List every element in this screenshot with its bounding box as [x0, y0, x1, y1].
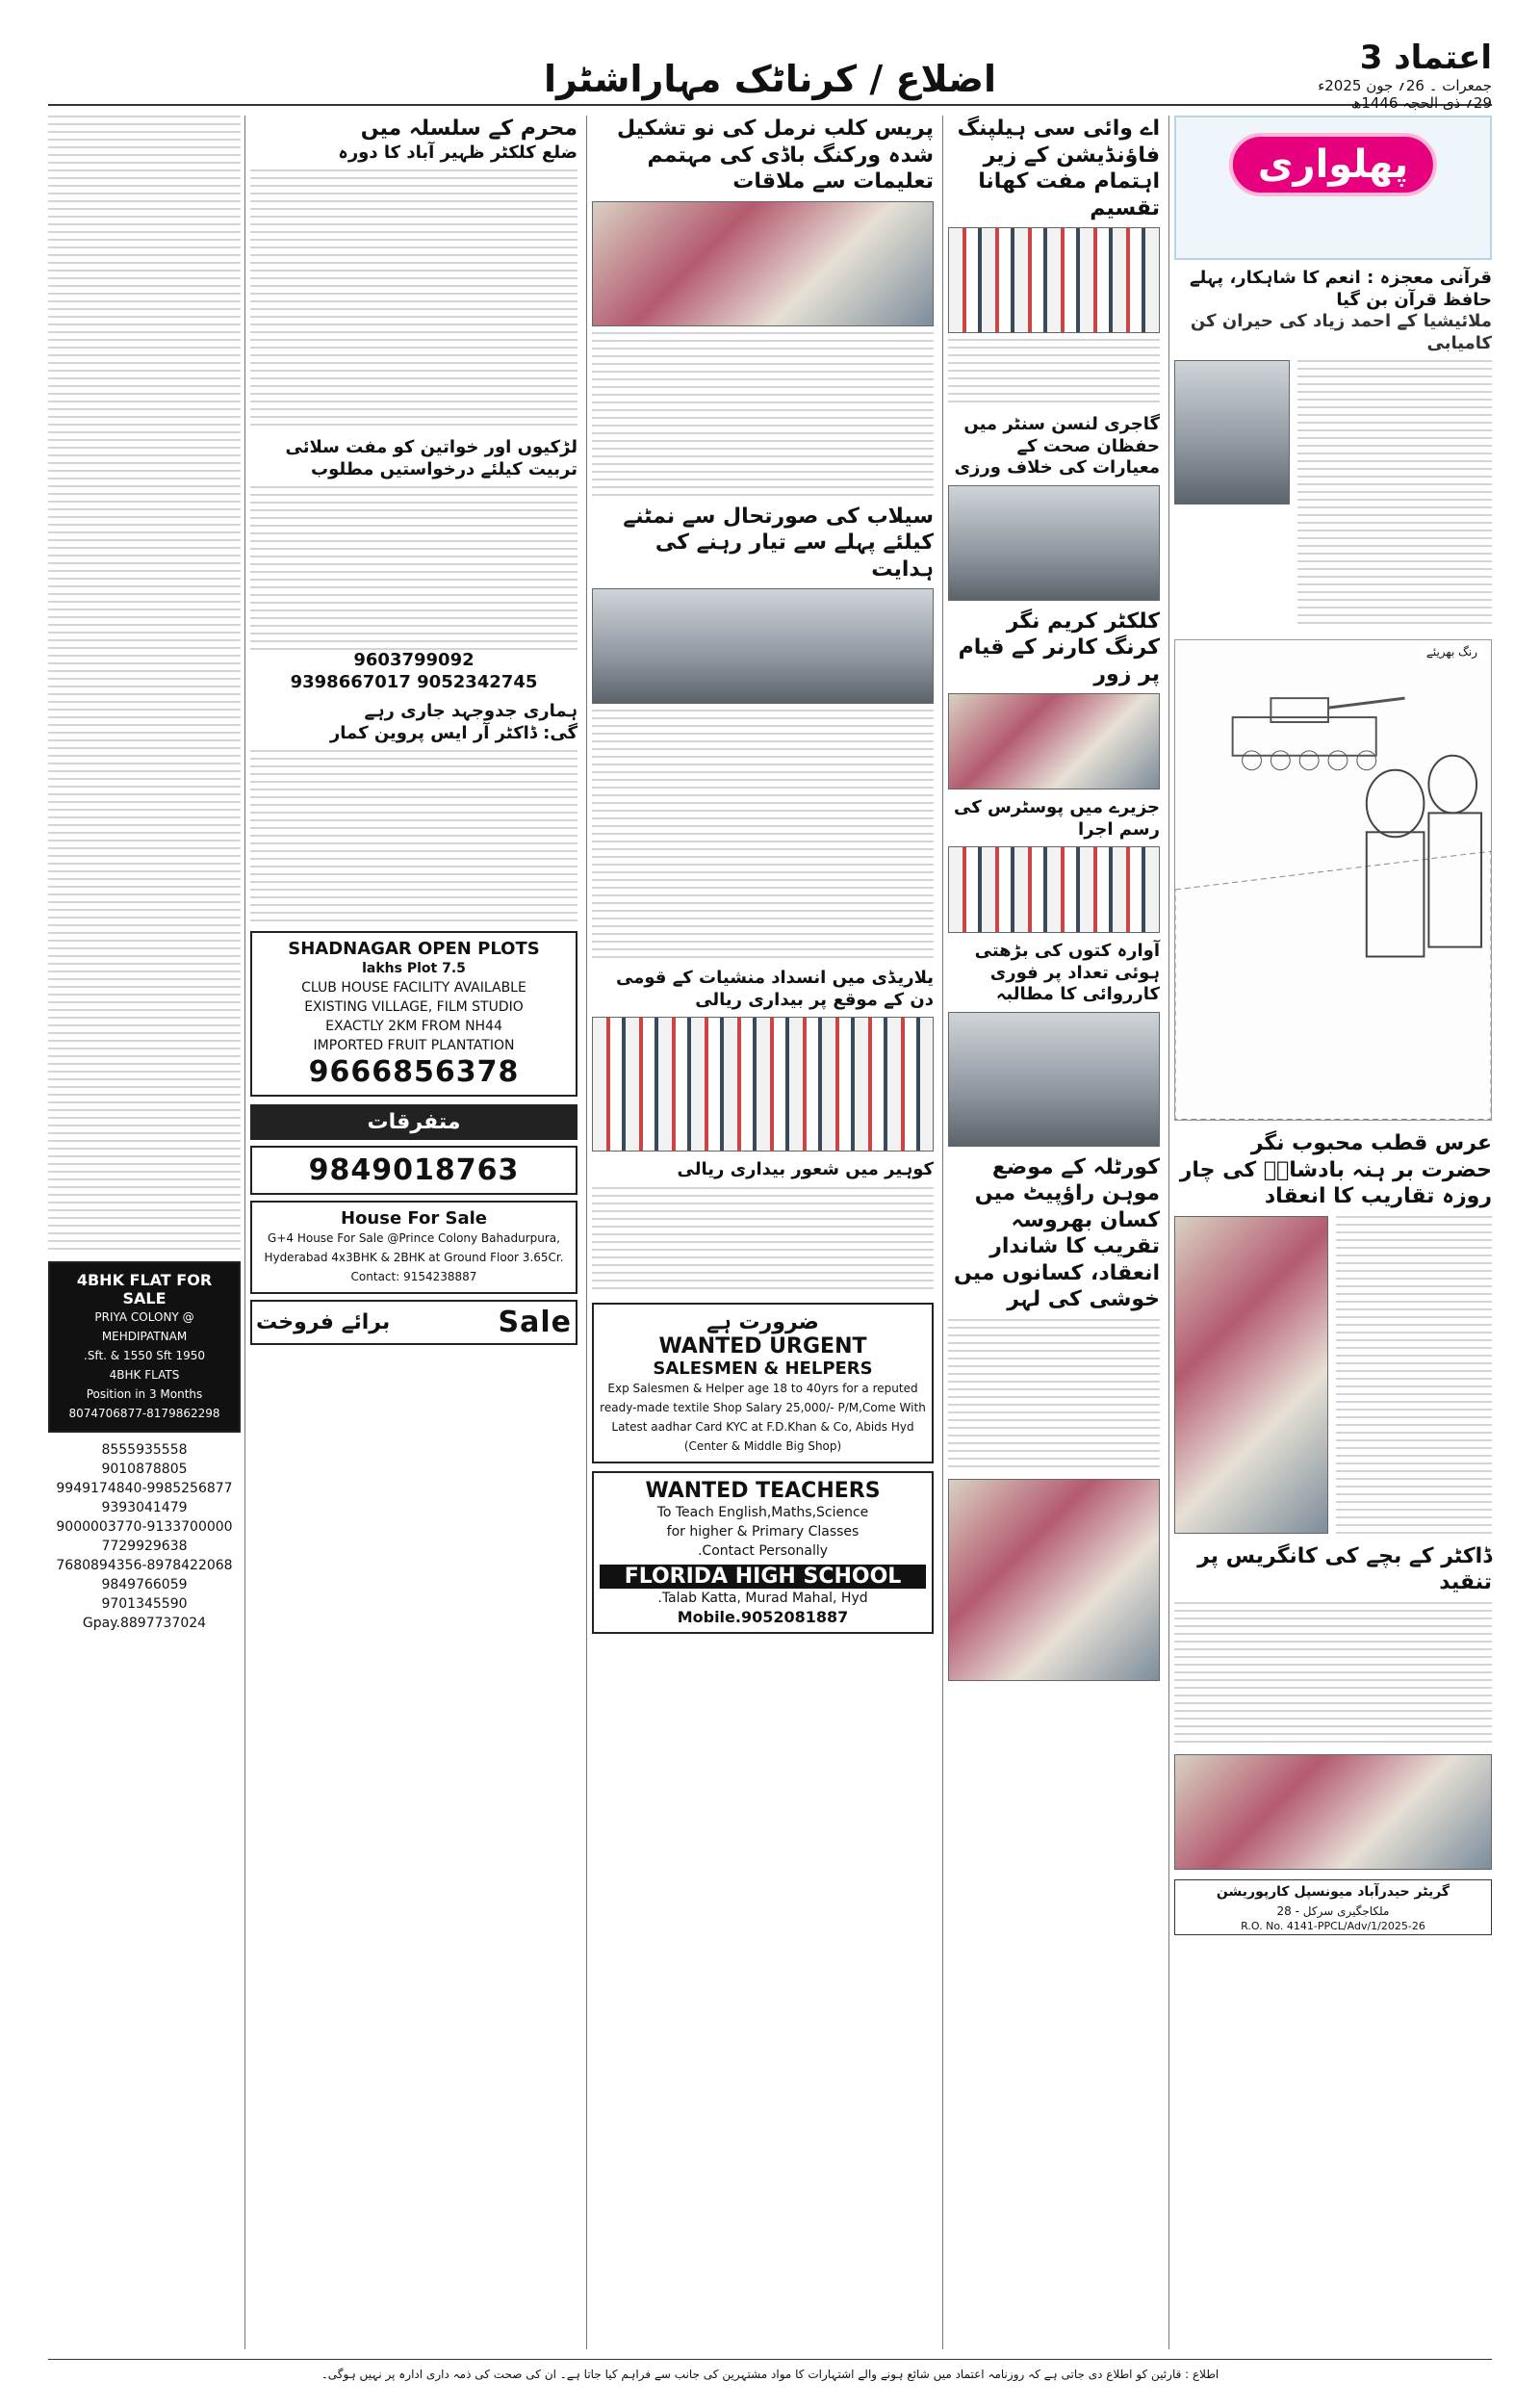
plots-line-2: EXISTING VILLAGE, FILM STUDIO	[304, 999, 524, 1015]
gpay: Gpay.8897737024	[82, 1616, 207, 1631]
collector-photo	[948, 693, 1160, 789]
headline-stitching-sub: تربیت کیلئے درخواستیں مطلوب	[311, 458, 578, 479]
phone-f: 9000003770-9133700000	[56, 1519, 233, 1535]
phone-e: 9393041479	[101, 1500, 188, 1515]
column-rule	[586, 116, 587, 2349]
headline-press-club: پریس کلب نرمل کی نو تشکیل شدہ ورکنگ باڈی کی مہتمم تعلیمات سے ملاقات	[616, 116, 934, 194]
headline-urs: عرس قطب محبوب نگر حضرت بر ہنہ بادشاہؒ کی چار روزہ تقاریب کا انعقاد	[1179, 1131, 1492, 1208]
headline-stitching: لڑکیوں اور خواتین کو مفت سلائی	[285, 437, 578, 457]
rally-photo	[592, 1017, 934, 1152]
sale-word: Sale	[498, 1306, 572, 1339]
flat-phone: 8074706877-8179862298	[68, 1407, 220, 1420]
coloring-sketch	[1174, 639, 1492, 1121]
headline-muharram: محرم کے سلسلہ میں	[360, 116, 578, 141]
soldiers-tank-drawing	[1175, 640, 1491, 1120]
plots-line-1: CLUB HOUSE FACILITY AVAILABLE	[301, 980, 526, 996]
school-name: FLORIDA HIGH SCHOOL	[600, 1565, 926, 1589]
dogs-photo	[948, 1012, 1160, 1147]
gh-mc-notice	[1174, 1879, 1492, 1936]
teachers-classes: for higher & Primary Classes	[666, 1523, 860, 1540]
headline-dogs: آوارہ کتوں کی بڑھتی ہوئی تعداد پر فوری کارروائی کا مطالبہ	[974, 941, 1160, 1004]
phone-1: 9603799092	[353, 650, 475, 670]
hijri-date: 29؍ ذی الحجہ 1446ھ	[1350, 94, 1492, 112]
headline-kohir: کوہیر میں شعور بیداری ریالی	[677, 1159, 934, 1179]
paper-name: اعتماد	[1394, 39, 1492, 77]
phone-a: 9849018763	[308, 1153, 520, 1187]
school-mobile: Mobile.9052081887	[677, 1607, 849, 1626]
phone-h: 7680894356-8978422068	[56, 1558, 233, 1573]
column-second	[948, 116, 1160, 2349]
notice-sub: ملکاجگیری سرکل - 28	[1276, 1904, 1390, 1918]
press-club-photo	[592, 201, 934, 326]
headline-quran: قرآنی معجزہ : انعم کا شاہکار، پہلے حافظ قرآن بن گیا	[1189, 268, 1492, 310]
house-ad	[250, 1201, 578, 1294]
headline-farmers: کورٹلہ کے موضع موہن راؤپیٹ میں کسان بھروسہ تقریب کا شاندار انعقاد، کسانوں میں خوشی کی لہر	[954, 1154, 1160, 1311]
headline-collector: کلکٹر کریم نگر کرنگ کارنر کے قیام پر زور	[958, 608, 1160, 686]
teachers-ad	[592, 1471, 934, 1634]
sale-urdu: برائے فروخت	[256, 1310, 391, 1334]
article-text	[592, 710, 934, 960]
article-text	[948, 1319, 1160, 1473]
child-photo	[1174, 360, 1290, 505]
posters-photo	[948, 846, 1160, 933]
teachers-title: WANTED TEACHERS	[645, 1478, 881, 1503]
flat-sizes: 1950 Sft. & 1550 Sft.	[83, 1349, 206, 1362]
article-text	[48, 116, 241, 1252]
column-rule	[244, 116, 245, 2349]
phone-i: 9849766059	[101, 1577, 188, 1592]
rishta-title: ضرورت ہے	[706, 1309, 819, 1334]
phone-b: 8555935558	[101, 1442, 188, 1458]
article-text	[592, 332, 934, 496]
classified-ad-a	[250, 1146, 578, 1195]
notice-title: گریٹر حیدرآباد میونسپل کارپوریشن	[1216, 1883, 1450, 1900]
teachers-contact: Contact Personally.	[697, 1542, 829, 1559]
plots-title: SHADNAGAR OPEN PLOTS	[288, 939, 540, 959]
masthead	[48, 39, 1492, 112]
column-far-right	[1174, 116, 1492, 2349]
sale-banner	[250, 1300, 578, 1345]
article-text	[250, 169, 578, 429]
column-fourth	[250, 116, 578, 2349]
footer-notice: اطلاع : قارئین کو اطلاع دی جاتی ہے کہ روزنامہ اعتماد میں شائع ہونے والے اشتہارات کا مواد مشتہرین کی جانب سے فراہم کیا جاتا ہے۔ ان کی صحت کی ذمہ داری ادارہ پر نہیں ہوگی۔	[48, 2359, 1492, 2388]
urs-photo	[1174, 1216, 1328, 1534]
article-text	[1297, 360, 1492, 630]
page-number: 3	[1359, 39, 1383, 77]
notice-ro: R.O. No. 4141-PPCL/Adv/1/2025-26	[1241, 1920, 1425, 1932]
plots-line-3: EXACTLY 2KM FROM NH44	[325, 1019, 502, 1034]
house-title: House For Sale	[341, 1208, 487, 1229]
article-text	[250, 486, 578, 650]
column-rule	[1168, 116, 1169, 2349]
urgent-body: Exp Salesmen & Helper age 18 to 40yrs for a reputed ready-made textile Shop Salary 25,000/- P/M,Come With Latest aadhar Card KYC at F.D.Khan & Co, Abids Hyd (Center & Middle Big Shop)	[600, 1381, 926, 1453]
urgent-ad	[592, 1303, 934, 1463]
subheadline-quran: ملائیشیا کے احمد زیاد کی حیران کن کامیابی	[1190, 311, 1492, 353]
column-rule	[942, 116, 943, 2349]
flat-location: @ PRIYA COLONY MEHDIPATNAM	[94, 1310, 194, 1343]
congress-photo	[1174, 1754, 1492, 1870]
flat-type: 4BHK FLATS	[109, 1368, 180, 1382]
article-text	[250, 750, 578, 923]
flood-photo	[592, 588, 934, 704]
school-address: Talab Katta, Murad Mahal, Hyd.	[657, 1590, 868, 1606]
plots-phone: 9666856378	[308, 1055, 520, 1089]
column-far-left	[48, 116, 241, 2349]
headline-struggle: ہماری جدوجہد جاری رہے	[364, 701, 578, 721]
phone-2: 9052342745 9398667017	[290, 671, 538, 692]
phone-g: 7729929638	[101, 1539, 188, 1554]
urgent-title: WANTED URGENT	[658, 1333, 867, 1359]
flat-title: 4BHK FLAT FOR SALE	[76, 1271, 213, 1307]
headline-rally: یلاریڈی میں انسداد منشیات کے قومی دن کے موقع پر بیداری ریالی	[616, 968, 934, 1010]
house-body: G+4 House For Sale @Prince Colony Bahadurpura, Hyderabad 4x3BHK & 2BHK at Ground Floor 3.65Cr. Contact: 9154238887	[264, 1231, 564, 1283]
farmers-photo	[948, 1479, 1160, 1681]
plots-line-4: IMPORTED FRUIT PLANTATION	[313, 1038, 515, 1053]
headline-hygiene: گاجری لنسن سنٹر میں حفظان صحت کے معیارات کی خلاف ورزی	[954, 414, 1160, 478]
article-text	[948, 339, 1160, 406]
flat-ad	[48, 1261, 241, 1433]
headline-free-food: اے وائی سی ہیلپنگ فاؤنڈیشن کے زیر اہتمام مفت کھانا تقسیم	[957, 116, 1160, 220]
plots-price: 7.5 lakhs Plot	[362, 961, 466, 976]
phulwari-banner	[1174, 116, 1492, 260]
teachers-subtitle: To Teach English,Maths,Science	[656, 1504, 869, 1520]
sketch-caption: رنگ بھریئے	[1421, 644, 1483, 660]
article-text	[1336, 1216, 1492, 1534]
plots-ad	[250, 931, 578, 1097]
article-text	[1174, 1602, 1492, 1747]
headline-posters: جزیرے میں پوسٹرس کی رسم اجرا	[954, 797, 1160, 840]
headline-flood: سیلاب کی صورتحال سے نمٹنے کیلئے پہلے سے تیار رہنے کی ہدایت	[623, 504, 934, 582]
headline-struggle-sub: گی: ڈاکٹر آر ایس پروین کمار	[329, 722, 578, 743]
phulwari-badge: پھلواری	[1229, 133, 1437, 196]
section-title: اضلاع / کرناٹک مہاراشٹرا	[543, 58, 997, 100]
urgent-subtitle: SALESMEN & HELPERS	[653, 1358, 873, 1379]
hygiene-photo	[948, 485, 1160, 601]
classifieds-banner: متفرقات	[250, 1104, 578, 1140]
date-line: جمعرات ۔ 26؍ جون 2025ء	[1318, 77, 1492, 94]
column-third	[592, 116, 934, 2349]
flat-position: Position in 3 Months	[86, 1387, 203, 1401]
article-text	[592, 1187, 934, 1293]
urs-story	[1174, 1216, 1492, 1534]
quran-story	[1174, 360, 1492, 630]
headline-muharram-sub: ضلع کلکٹر ظہیر آباد کا دورہ	[338, 142, 578, 163]
phone-d: 9949174840-9985256877	[56, 1481, 233, 1496]
headline-congress: ڈاکٹر کے بچے کی کانگریس پر تنقید	[1197, 1543, 1492, 1594]
food-photo	[948, 227, 1160, 333]
phone-c: 9010878805	[101, 1462, 188, 1477]
phone-j: 9701345590	[101, 1596, 188, 1612]
